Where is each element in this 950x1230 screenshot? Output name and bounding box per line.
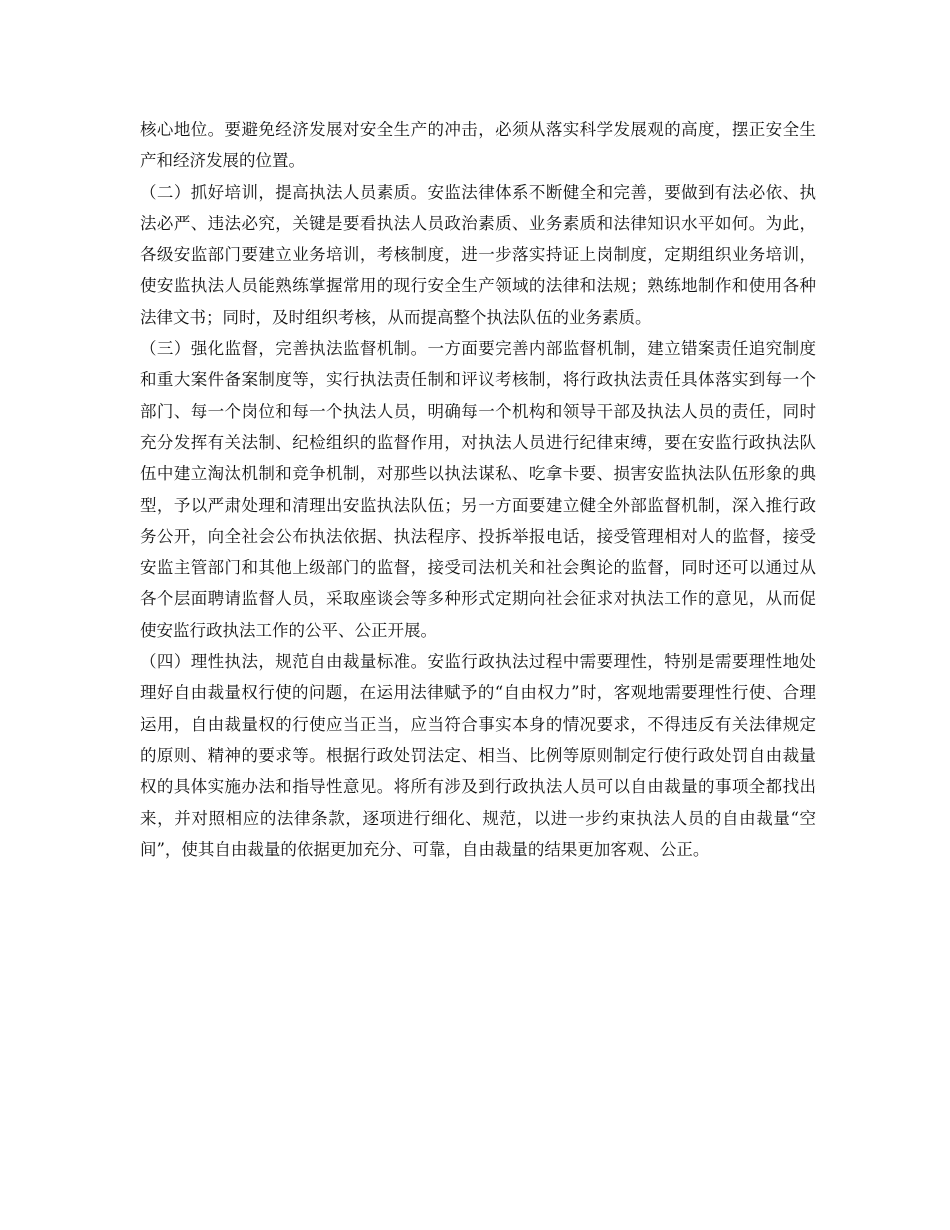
document-body [140, 114, 816, 865]
paragraph-training: （二）抓好培训，提高执法人员素质。安监法律体系不断健全和完善，要做到有法必依、执法必严、违法必究，关键是要看执法人员政治素质、业务素质和法律知识水平如何。为此，各级安监部门要建立业务培训，考核制度，进一步落实持证上岗制度，定期组织业务培训，使安监执法人员能熟练掌握常用的现行安全生产领域的法律和法规；熟练地制作和使用各种法律文书；同时，及时组织考核，从而提高整个执法队伍的业务素质。 [140, 182, 816, 327]
paragraph-continuation: 核心地位。要避免经济发展对安全生产的冲击，必须从落实科学发展观的高度，摆正安全生产和经济发展的位置。 [140, 120, 816, 171]
paragraph-discretion: （四）理性执法，规范自由裁量标准。安监行政执法过程中需要理性，特别是需要理性地处理好自由裁量权行使的问题，在运用法律赋予的“自由权力”时，客观地需要理性行使、合理运用，自由裁量权的行使应当正当，应当符合事实本身的情况要求，不得违反有关法律规定的原则、精神的要求等。根据行政处罚法定、相当、比例等原则制定行使行政处罚自由裁量权的具体实施办法和指导性意见。将所有涉及到行政执法人员可以自由裁量的事项全都找出来，并对照相应的法律条款，逐项进行细化、规范，以进一步约束执法人员的自由裁量“空间”，使其自由裁量的依据更加充分、可靠，自由裁量的结果更加客观、公正。 [140, 652, 816, 859]
paragraph-supervision: （三）强化监督，完善执法监督机制。一方面要完善内部监督机制，建立错案责任追究制度和重大案件备案制度等，实行执法责任制和评议考核制，将行政执法责任具体落实到每一个部门、每一个岗位和每一个执法人员，明确每一个机构和领导干部及执法人员的责任，同时充分发挥有关法制、纪检组织的监督作用，对执法人员进行纪律束缚，要在安监行政执法队伍中建立淘汰机制和竞争机制，对那些以执法谋私、吃拿卡要、损害安监执法队伍形象的典型，予以严肃处理和清理出安监执法队伍；另一方面要建立健全外部监督机制，深入推行政务公开，向全社会公布执法依据、执法程序、投拆举报电话，接受管理相对人的监督，接受安监主管部门和其他上级部门的监督，接受司法机关和社会舆论的监督，同时还可以通过从各个层面聘请监督人员，采取座谈会等多种形式定期向社会征求对执法工作的意见，从而促使安监行政执法工作的公平、公正开展。 [140, 339, 816, 640]
